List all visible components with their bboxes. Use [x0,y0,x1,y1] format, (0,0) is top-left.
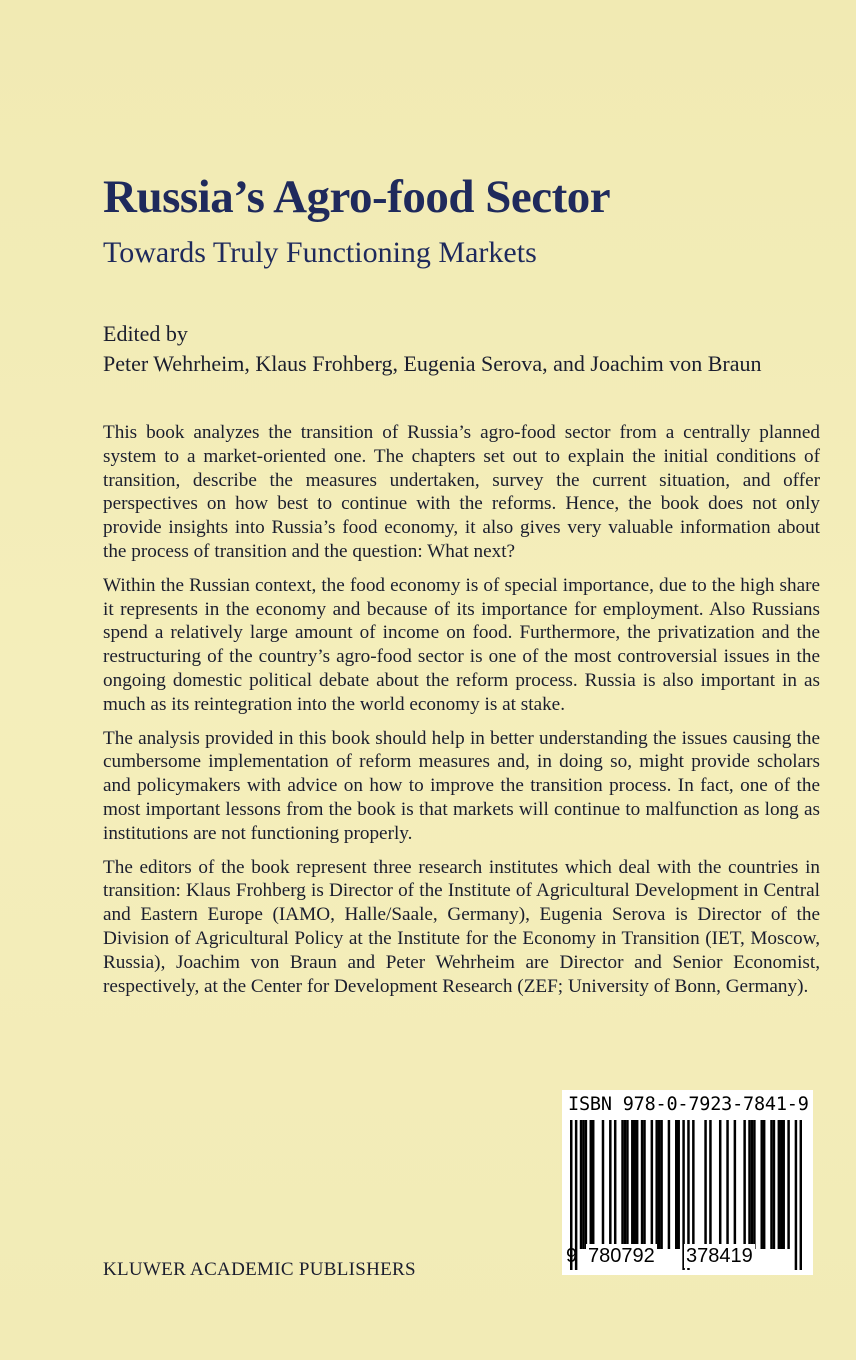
editors-list: Peter Wehrheim, Klaus Frohberg, Eugenia Serova, and Joachim von Braun [103,351,762,376]
barcode-bar [655,1120,657,1249]
barcode-bar [614,1120,616,1249]
barcode-bar [709,1120,711,1249]
isbn-barcode [562,1090,813,1275]
book-title: Russia’s Agro-food Sector [103,171,611,223]
barcode-bar [636,1120,638,1249]
blurb [103,421,820,1008]
barcode-bar [668,1120,670,1249]
barcode-bar [773,1120,775,1249]
barcode-bar [582,1120,584,1249]
isbn-label: ISBN 978-0-7923-7841-9 [568,1094,809,1115]
barcode-bar [641,1120,643,1249]
barcode-bar [782,1120,784,1249]
barcode-bar [780,1120,782,1249]
barcode-bar [677,1120,679,1249]
barcode-bar [658,1120,660,1249]
publisher-name: KLUWER ACADEMIC PUBLISHERS [103,1259,416,1280]
blurb-paragraph: Within the Russian context, the food economy is of special importance, due to the high share it represents in the economy and because of its importance for employment. Also Russians spend a relatively large amount of income on food. Furthermore, the privatization and the restructuring of the country’s agro-food sector is one of the most controversial issues in the ongoing domestic political debate about the reform process. Russia is also important in as much as its reintegration into the world economy is at stake. [103,574,820,715]
barcode-bar [621,1120,623,1249]
barcode-bar [770,1120,772,1249]
blurb-paragraph: This book analyzes the transition of Russia’s agro-food sector from a centrally planned system to a market-oriented one. The chapters set out to explain the initial conditions of transition, describe the measures undertaken, survey the current situation, and offer perspectives on how best to continue with the reforms. Hence, the book does not only provide insights into Russia’s food economy, it also gives very valuable information about the process of transition and the question: What next? [103,422,820,562]
barcode-bar [626,1120,628,1249]
barcode-bar [643,1120,645,1249]
barcode-bar [660,1120,662,1249]
barcode-bar [624,1120,626,1249]
barcode-bar [631,1120,633,1249]
barcode-bar [633,1120,635,1249]
barcode-bar [748,1120,750,1249]
barcode-bar [778,1120,780,1249]
barcode-bar [751,1120,753,1249]
barcode-digit-first: 9 [566,1245,578,1267]
book-subtitle: Towards Truly Functioning Markets [103,236,537,269]
barcode-bar [763,1120,765,1249]
barcode-bar [580,1120,582,1249]
edited-by-label: Edited by [103,321,188,346]
barcode-bar [592,1120,594,1249]
barcode-guard-bar [795,1120,797,1270]
barcode-bar [704,1120,706,1249]
barcode-bar [760,1120,762,1249]
barcode-guard-bar [800,1120,802,1270]
barcode-bar [692,1120,694,1249]
barcode-bar [753,1120,755,1249]
barcode-digits-left: 780792 [588,1245,655,1267]
blurb-paragraph: The analysis provided in this book should help in better understanding the issues causing the cumbersome implementation of reform measures and, in doing so, might provide scholars and policymakers with advice on how to improve the transition process. In fact, one of the most important lessons from the book is that markets will continue to malfunction as long as institutions are not functioning properly. [103,727,820,844]
barcode-bar [734,1120,736,1249]
barcode-bar [585,1120,587,1249]
barcode-bar [743,1120,745,1249]
barcode-bar [787,1120,789,1249]
barcode-bar [609,1120,611,1249]
barcode-bar [651,1120,653,1249]
blurb-paragraph: The editors of the book represent three research institutes which deal with the countries in transition: Klaus Frohberg is Director of the Institute of Agricultural Development in Central and Eastern Europe (IAMO, Halle/Saale, Germany), Eugenia Serova is Director of the Division of Agricultural Policy at the Institute for the Economy in Transition (IET, Moscow, Russia), Joachim von Braun and Peter Wehrheim are Director and Senior Economist, respectively, at the Center for Development Research (ZEF; University of Bonn, Germany). [103,856,820,997]
barcode-bar [590,1120,592,1249]
barcode-digits-right: 378419 [686,1245,753,1267]
barcode-bar [602,1120,604,1249]
barcode-bar [675,1120,677,1249]
barcode-bar [719,1120,721,1249]
barcode-bar [726,1120,728,1249]
